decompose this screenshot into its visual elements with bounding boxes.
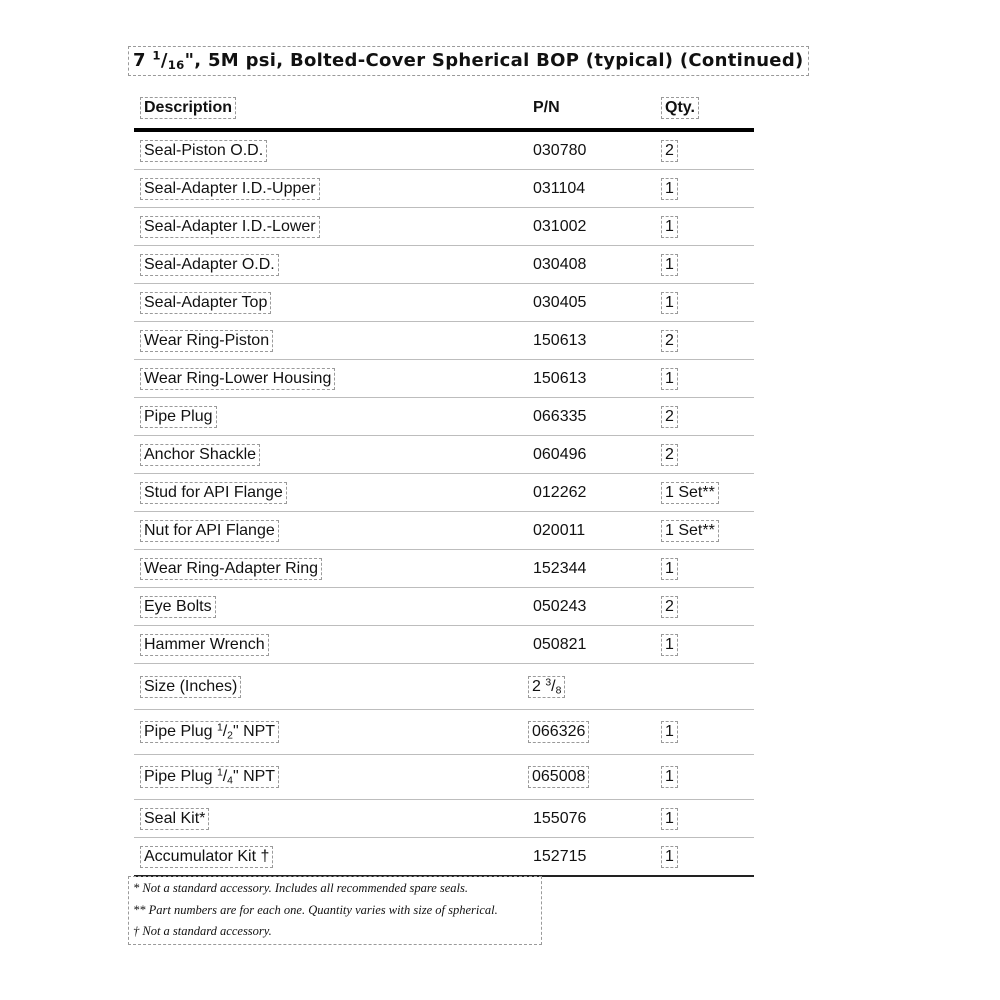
table-row (134, 588, 754, 626)
parts-table (134, 88, 754, 877)
row-description: Accumulator Kit † (140, 846, 273, 868)
row-part-number: 152715 (533, 847, 587, 865)
table-row (134, 208, 754, 246)
row-description: Pipe Plug $^1/_2$" NPT (140, 721, 279, 743)
row-quantity: 1 (661, 178, 678, 200)
row-description: Nut for API Flange (140, 520, 279, 542)
table-row (134, 284, 754, 322)
row-description: Pipe Plug (140, 406, 217, 428)
row-quantity: 1 (661, 846, 678, 868)
table-row (134, 246, 754, 284)
row-part-number: 066335 (533, 407, 587, 425)
footnote-accumulator-kit: † Not a standard accessory. (133, 924, 272, 938)
row-quantity: 2 (661, 140, 678, 162)
row-part-number: 150613 (533, 331, 587, 349)
table-row (134, 398, 754, 436)
row-description: Seal-Adapter I.D.-Lower (140, 216, 320, 238)
row-part-number: 030780 (533, 141, 587, 159)
title-fraction-numerator: 1 (152, 48, 161, 63)
table-row (134, 360, 754, 398)
row-part-number: 066326 (528, 721, 589, 743)
table-row (134, 800, 754, 838)
table-row-pipe-plug-quarter (134, 755, 754, 800)
row-description: Stud for API Flange (140, 482, 287, 504)
row-quantity: 1 (661, 254, 678, 276)
row-quantity: 2 (661, 444, 678, 466)
table-kit-rows (134, 800, 754, 877)
footnote-seal-kit: * Not a standard accessory. Includes all recommended spare seals. (133, 881, 469, 895)
row-quantity: 1 (661, 292, 678, 314)
row-part-number: 012262 (533, 483, 587, 501)
header-quantity: Qty. (661, 97, 699, 119)
table-row (134, 436, 754, 474)
row-part-number: 031002 (533, 217, 587, 235)
row-description: Eye Bolts (140, 596, 216, 618)
row-quantity: 1 (661, 721, 678, 743)
table-row (134, 322, 754, 360)
row-description: Size (Inches) (140, 676, 241, 698)
row-description: Pipe Plug $^1/_4$" NPT (140, 766, 279, 788)
row-quantity: 1 (661, 634, 678, 656)
row-description: Seal-Adapter Top (140, 292, 271, 314)
table-row-size (134, 664, 754, 710)
row-description: Seal-Adapter I.D.-Upper (140, 178, 320, 200)
row-quantity: 1 (661, 766, 678, 788)
table-row (134, 512, 754, 550)
row-description: Seal-Piston O.D. (140, 140, 267, 162)
row-description: Wear Ring-Adapter Ring (140, 558, 322, 580)
row-quantity: 2 (661, 406, 678, 428)
table-row (134, 474, 754, 512)
table-row (134, 838, 754, 877)
row-part-number: 050243 (533, 597, 587, 615)
row-part-number: 152344 (533, 559, 587, 577)
row-quantity: 1 Set** (661, 520, 719, 542)
row-description: Wear Ring-Lower Housing (140, 368, 335, 390)
table-row (134, 550, 754, 588)
row-quantity: 1 (661, 558, 678, 580)
row-part-number: 030405 (533, 293, 587, 311)
row-part-number: 031104 (533, 179, 586, 197)
table-header-row (134, 88, 754, 132)
row-description: Wear Ring-Piston (140, 330, 273, 352)
row-size-value: 2 $^3/_8$ (528, 676, 565, 698)
row-quantity: 1 (661, 216, 678, 238)
page-title: 7 $^1/_{16}$", 5M psi, Bolted-Cover Spherical BOP (typical) (Continued) (128, 46, 809, 76)
row-quantity: 2 (661, 330, 678, 352)
footnote-part-numbers: ** Part numbers are for each one. Quantity varies with size of spherical. (133, 902, 498, 917)
title-fraction-denominator: 16 (167, 57, 185, 72)
row-part-number: 060496 (533, 445, 587, 463)
row-description: Seal Kit* (140, 808, 209, 830)
table-row (134, 132, 754, 170)
row-description: Hammer Wrench (140, 634, 269, 656)
row-part-number: 020011 (533, 521, 586, 539)
header-part-number: P/N (533, 99, 560, 116)
row-description: Seal-Adapter O.D. (140, 254, 279, 276)
footnotes (128, 876, 542, 945)
row-quantity: 2 (661, 596, 678, 618)
row-description: Anchor Shackle (140, 444, 260, 466)
row-quantity: 1 (661, 808, 678, 830)
row-part-number: 155076 (533, 809, 587, 827)
header-description: Description (140, 97, 236, 119)
row-part-number: 050821 (533, 635, 587, 653)
table-row-pipe-plug-half (134, 710, 754, 755)
table-body (134, 132, 754, 664)
row-part-number: 150613 (533, 369, 587, 387)
table-row (134, 170, 754, 208)
row-part-number: 030408 (533, 255, 587, 273)
table-row (134, 626, 754, 664)
row-part-number: 065008 (528, 766, 589, 788)
row-quantity: 1 Set** (661, 482, 719, 504)
row-quantity: 1 (661, 368, 678, 390)
